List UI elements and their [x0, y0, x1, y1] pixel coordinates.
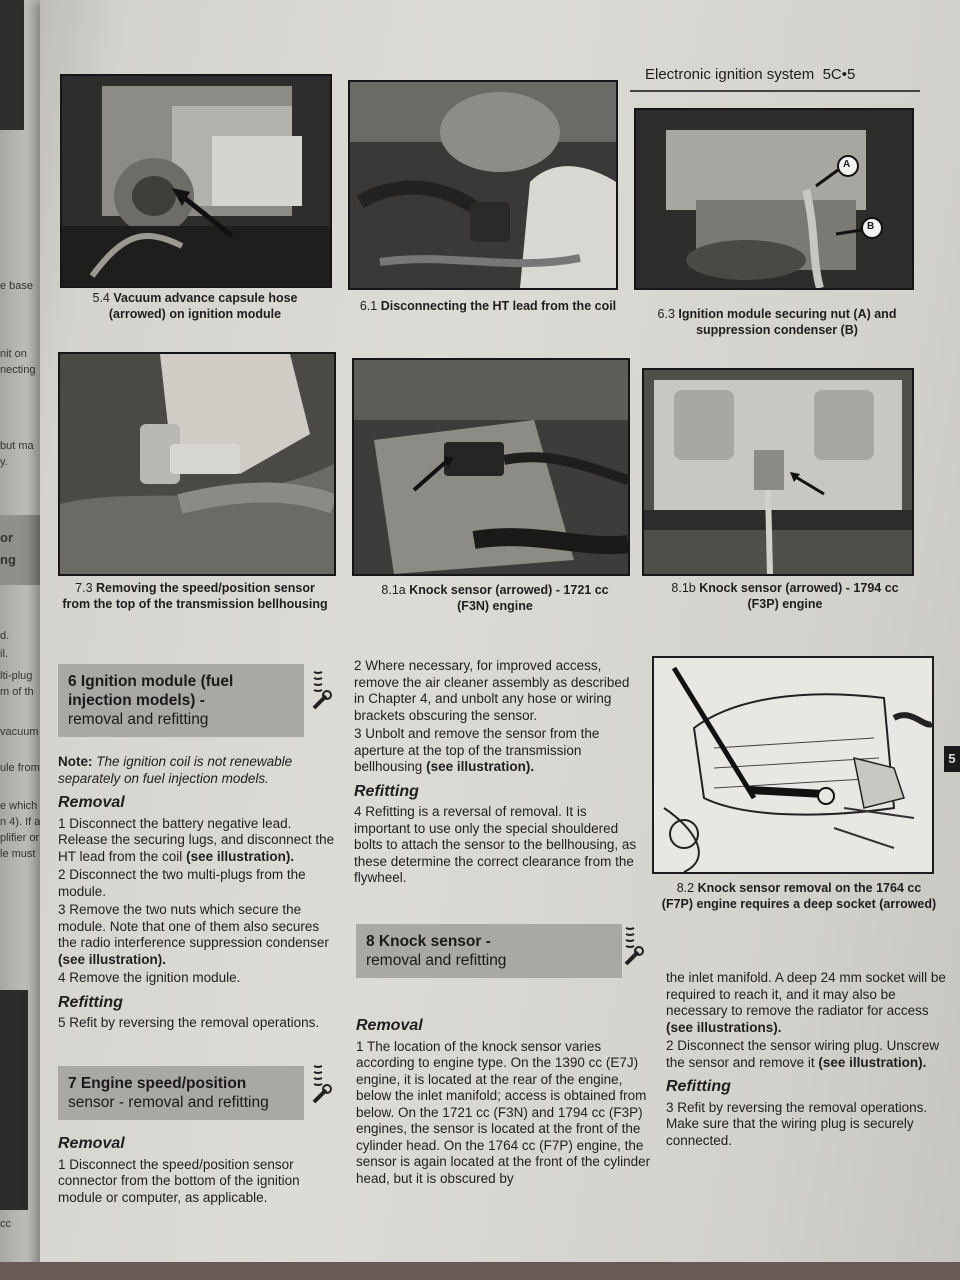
adjacent-page-photo-top — [0, 0, 24, 130]
photo-8-1b — [642, 368, 914, 576]
caption-number: 8.1a — [381, 583, 406, 597]
paragraph: 2 Where necessary, for improved access, remove the air cleaner assembly as described in Chapter 4, and unbolt any hose or wiring brackets obscuring the sensor. — [354, 658, 630, 723]
caption-5-4 — [70, 290, 320, 322]
subheading-refitting: Refitting — [354, 782, 419, 800]
adjacent-text-fragment: plifier or — [0, 832, 40, 844]
adjacent-text-fragment: n 4). If a — [0, 816, 41, 828]
caption-8-1a — [370, 582, 620, 614]
caption-text: Ignition module securing nut (A) and suppression condenser (B) — [678, 307, 897, 337]
subheading-removal: Removal — [58, 794, 125, 811]
header-rule — [630, 90, 920, 92]
caption-text: Disconnecting the HT lead from the coil — [380, 299, 617, 313]
chapter-thumb-tab: 5 — [944, 746, 960, 772]
adjacent-text-fragment: necting — [0, 364, 36, 376]
photo-5-4 — [60, 74, 332, 288]
adjacent-text-fragment: il. — [0, 648, 8, 660]
subheading-removal: Removal — [58, 1135, 125, 1152]
subheading-refitting: Refitting — [58, 993, 123, 1011]
adjacent-heading-band — [0, 515, 44, 585]
column-1-section-6 — [58, 754, 336, 1034]
difficulty-spanner-icon — [622, 924, 644, 968]
caption-text: Knock sensor removal on the 1764 cc (F7P) engine requires a deep socket (arrowed) — [661, 881, 937, 911]
adjacent-text-fragment: e base — [0, 280, 34, 292]
paragraph: 4 Refitting is a reversal of removal. It is important to use only the special shouldered bolts to attach the sensor to the bellhousing, as these determine the correct clearance from the flywheel. — [354, 804, 637, 885]
header-title: Electronic ignition system — [645, 66, 815, 83]
paragraph: 2 Disconnect the sensor wiring plug. Unscrew the sensor and remove it (see illustration). — [666, 1038, 940, 1070]
photo-8-1a — [352, 358, 630, 576]
paragraph: 3 Unbolt and remove the sensor from the aperture at the top of the transmission bellhousing (see illustration). — [354, 726, 600, 774]
adjacent-text-fragment: nit on — [0, 348, 27, 360]
column-3-section-8 — [666, 970, 950, 1151]
section-title: 7 Engine speed/position — [68, 1075, 247, 1092]
section-title: 8 Knock sensor - — [366, 933, 491, 950]
column-2-section-8 — [356, 1010, 654, 1189]
caption-8-2 — [660, 880, 938, 912]
adjacent-text-fragment: ule from — [0, 762, 40, 774]
caption-text: Knock sensor (arrowed) - 1794 cc (F3P) engine — [699, 581, 899, 611]
section-subtitle: removal and refitting — [68, 711, 209, 728]
paragraph: 3 Remove the two nuts which secure the module. Note that one of them also secures the radio interference suppression condenser (see illustration). — [58, 902, 329, 967]
caption-text: Vacuum advance capsule hose (arrowed) on ignition module — [108, 291, 298, 321]
paragraph: 1 Disconnect the battery negative lead. Release the securing lugs, and disconnect the HT lead from the coil (see illustration). — [58, 815, 335, 864]
adjacent-text-fragment: y. — [0, 456, 8, 468]
table-surface — [0, 1262, 960, 1280]
caption-number: 8.2 — [676, 881, 695, 895]
illustration-ref: (see illustration). — [426, 759, 535, 774]
illustration-ref: (see illustrations). — [666, 1019, 782, 1035]
adjacent-text-fragment: d. — [0, 630, 10, 642]
adjacent-text-fragment: le must — [0, 848, 36, 860]
adjacent-page-photo-bottom — [0, 990, 28, 1210]
illustration-ref: (see illustration). — [186, 848, 295, 864]
caption-text: Knock sensor (arrowed) - 1721 cc (F3N) engine — [409, 583, 609, 613]
callout-label-a: A — [843, 159, 851, 170]
illustration-8-2 — [652, 656, 934, 874]
section-heading-7 — [58, 1066, 304, 1120]
note-paragraph — [58, 754, 336, 787]
caption-number: 6.1 — [359, 299, 378, 313]
column-2-section-7 — [354, 658, 640, 889]
adjacent-text-fragment: cc — [0, 1218, 11, 1230]
paragraph: 5 Refit by reversing the removal operations. — [58, 1015, 320, 1030]
adjacent-text-fragment: e which — [0, 800, 38, 812]
paragraph: the inlet manifold. A deep 24 mm socket will be required to reach it, and it may also be necessary to remove the radiator for access (see illustrations). — [666, 970, 946, 1035]
caption-number: 6.3 — [657, 307, 675, 321]
caption-6-1 — [348, 298, 628, 314]
column-1-section-7 — [58, 1128, 338, 1208]
paragraph: 1 Disconnect the speed/position sensor connector from the bottom of the ignition module or computer, as applicable. — [58, 1156, 300, 1205]
caption-number: 7.3 — [75, 581, 93, 595]
paragraph: 2 Disconnect the two multi-plugs from the module. — [58, 867, 306, 899]
illustration-ref: (see illustration). — [58, 951, 167, 967]
caption-number: 8.1b — [671, 581, 696, 595]
adjacent-text-fragment: vacuum — [0, 726, 39, 738]
running-header — [645, 66, 855, 83]
photo-6-1 — [348, 80, 618, 290]
photo-6-3 — [634, 108, 914, 290]
subheading-refitting: Refitting — [666, 1078, 731, 1095]
adjacent-heading-fragment: or — [0, 530, 13, 545]
note-label: Note: — [58, 754, 93, 769]
photo-7-3 — [58, 352, 336, 576]
caption-8-1b — [660, 580, 910, 612]
section-heading-8 — [356, 924, 622, 978]
caption-number: 5.4 — [92, 291, 110, 305]
paragraph: 4 Remove the ignition module. — [58, 970, 241, 985]
adjacent-text-fragment: m of th — [0, 686, 34, 698]
caption-6-3 — [646, 306, 908, 338]
page-number: 5C•5 — [822, 66, 856, 83]
paragraph: 3 Refit by reversing the removal operations. Make sure that the wiring plug is securely connected. — [666, 1099, 928, 1148]
adjacent-text-fragment: lti-plug — [0, 670, 33, 682]
difficulty-spanner-icon — [310, 1062, 332, 1106]
section-heading-6 — [58, 664, 304, 737]
difficulty-spanner-icon — [310, 668, 332, 712]
callout-label-b: B — [867, 221, 875, 232]
paragraph: 1 The location of the knock sensor varies according to engine type. On the 1390 cc (E7J) engine, it is located at the rear of the engine, below the inlet manifold; access is obtained from below. On the 1721 cc (F3N) and 1794 cc (F3P) engines, the sensor is located at the front of the cylinder head. On the 1764 cc (F7P) engine, the sensor is again located at the front of the cylinder head, but it is obscured by — [356, 1038, 651, 1186]
caption-text: Removing the speed/position sensor from the top of the transmission bellhousing — [62, 581, 328, 611]
caption-7-3 — [60, 580, 330, 612]
subheading-removal: Removal — [356, 1017, 423, 1034]
adjacent-text-fragment: but ma — [0, 440, 34, 452]
illustration-ref: (see illustration). — [818, 1054, 927, 1070]
section-title: 6 Ignition module (fuel injection models) - — [68, 673, 234, 709]
adjacent-heading-fragment: ng — [0, 552, 16, 567]
note-text: The ignition coil is not renewable separately on fuel injection models. — [58, 754, 293, 786]
section-subtitle: removal and refitting — [366, 952, 507, 969]
section-subtitle: sensor - removal and refitting — [68, 1094, 269, 1111]
